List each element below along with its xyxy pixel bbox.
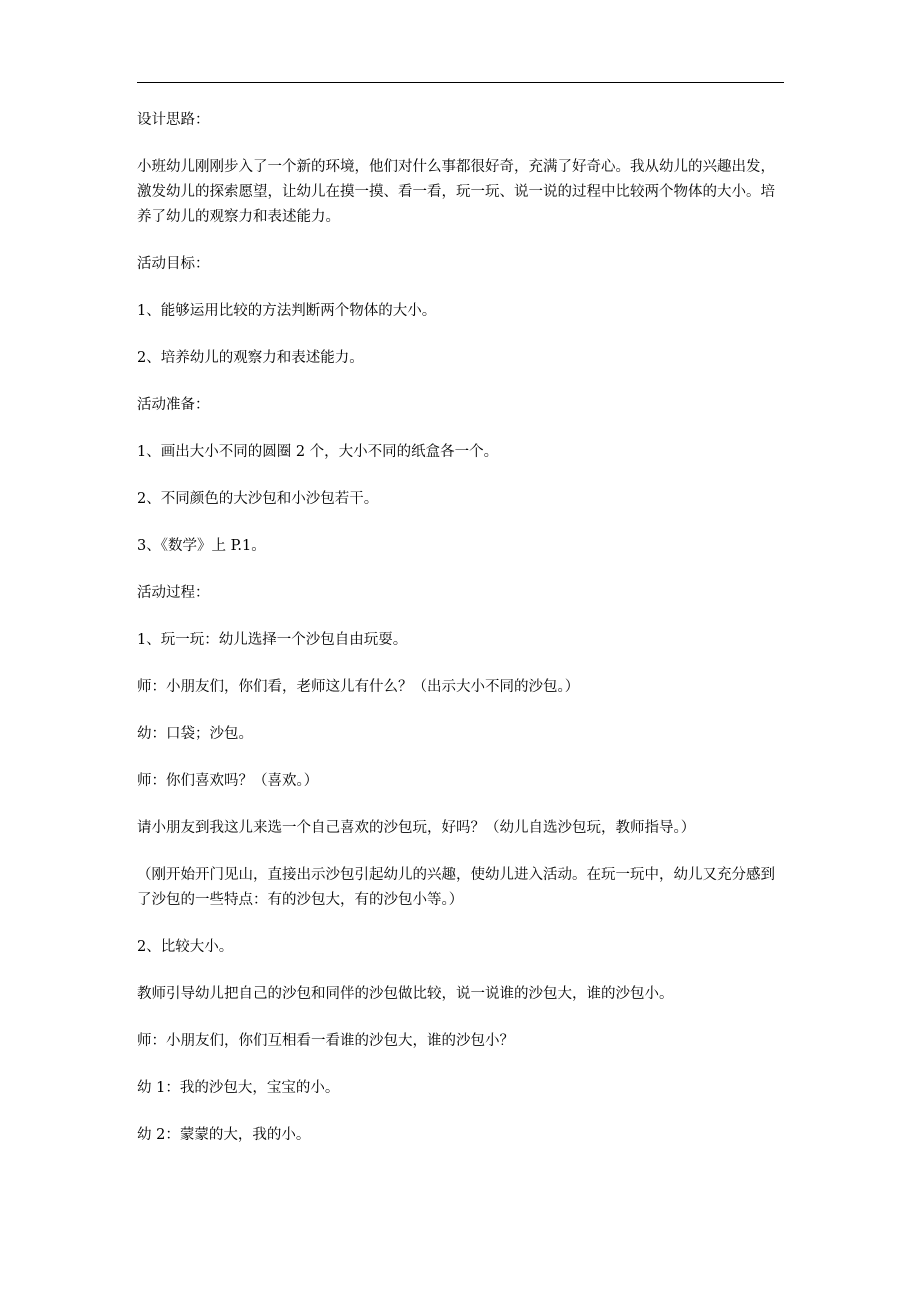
preparation-item: 3、《数学》上 P.1。: [137, 538, 266, 554]
dialogue-line: 幼：口袋；沙包。: [137, 726, 253, 742]
dialogue-line: 师：小朋友们，你们互相看一看谁的沙包大，谁的沙包小？: [137, 1033, 514, 1049]
dialogue-line: 请小朋友到我这儿来选一个自己喜欢的沙包玩，好吗？（幼儿自选沙包玩，教师指导。）: [137, 820, 696, 836]
section-heading-preparation: 活动准备：: [137, 397, 210, 413]
dialogue-line: 幼 2：蒙蒙的大，我的小。: [137, 1127, 311, 1143]
section-heading-design: 设计思路：: [137, 112, 210, 128]
dialogue-line: 幼 1：我的沙包大，宝宝的小。: [137, 1080, 340, 1096]
dialogue-line: 师：你们喜欢吗？（喜欢。）: [137, 773, 319, 789]
dialogue-line: 师：小朋友们，你们看，老师这儿有什么？（出示大小不同的沙包。）: [137, 679, 580, 695]
section-heading-process: 活动过程：: [137, 585, 210, 601]
section-heading-objectives: 活动目标：: [137, 256, 210, 272]
preparation-item: 1、画出大小不同的圆圈 2 个，大小不同的纸盒各一个。: [137, 444, 499, 460]
preparation-item: 2、不同颜色的大沙包和小沙包若干。: [137, 491, 379, 507]
header-rule: [137, 82, 784, 83]
document-body: [137, 108, 787, 1170]
commentary-paragraph: （刚开始开门见山，直接出示沙包引起幼儿的兴趣，使幼儿进入活动。在玩一玩中，幼儿又充分感到了沙包的一些特点：有的沙包大，有的沙包小等。）: [137, 867, 775, 908]
process-step: 2、比较大小。: [137, 939, 234, 955]
objective-item: 2、培养幼儿的观察力和表述能力。: [137, 350, 364, 366]
instruction-paragraph: 教师引导幼儿把自己的沙包和同伴的沙包做比较，说一说谁的沙包大，谁的沙包小。: [137, 986, 674, 1002]
objective-item: 1、能够运用比较的方法判断两个物体的大小。: [137, 303, 437, 319]
process-step: 1、玩一玩：幼儿选择一个沙包自由玩耍。: [137, 632, 408, 648]
design-rationale-paragraph: 小班幼儿刚刚步入了一个新的环境，他们对什么事都很好奇，充满了好奇心。我从幼儿的兴趣出发，激发幼儿的探索愿望，让幼儿在摸一摸、看一看，玩一玩、说一说的过程中比较两个物体的大小。培养了幼儿的观察力和表述能力。: [137, 159, 775, 225]
